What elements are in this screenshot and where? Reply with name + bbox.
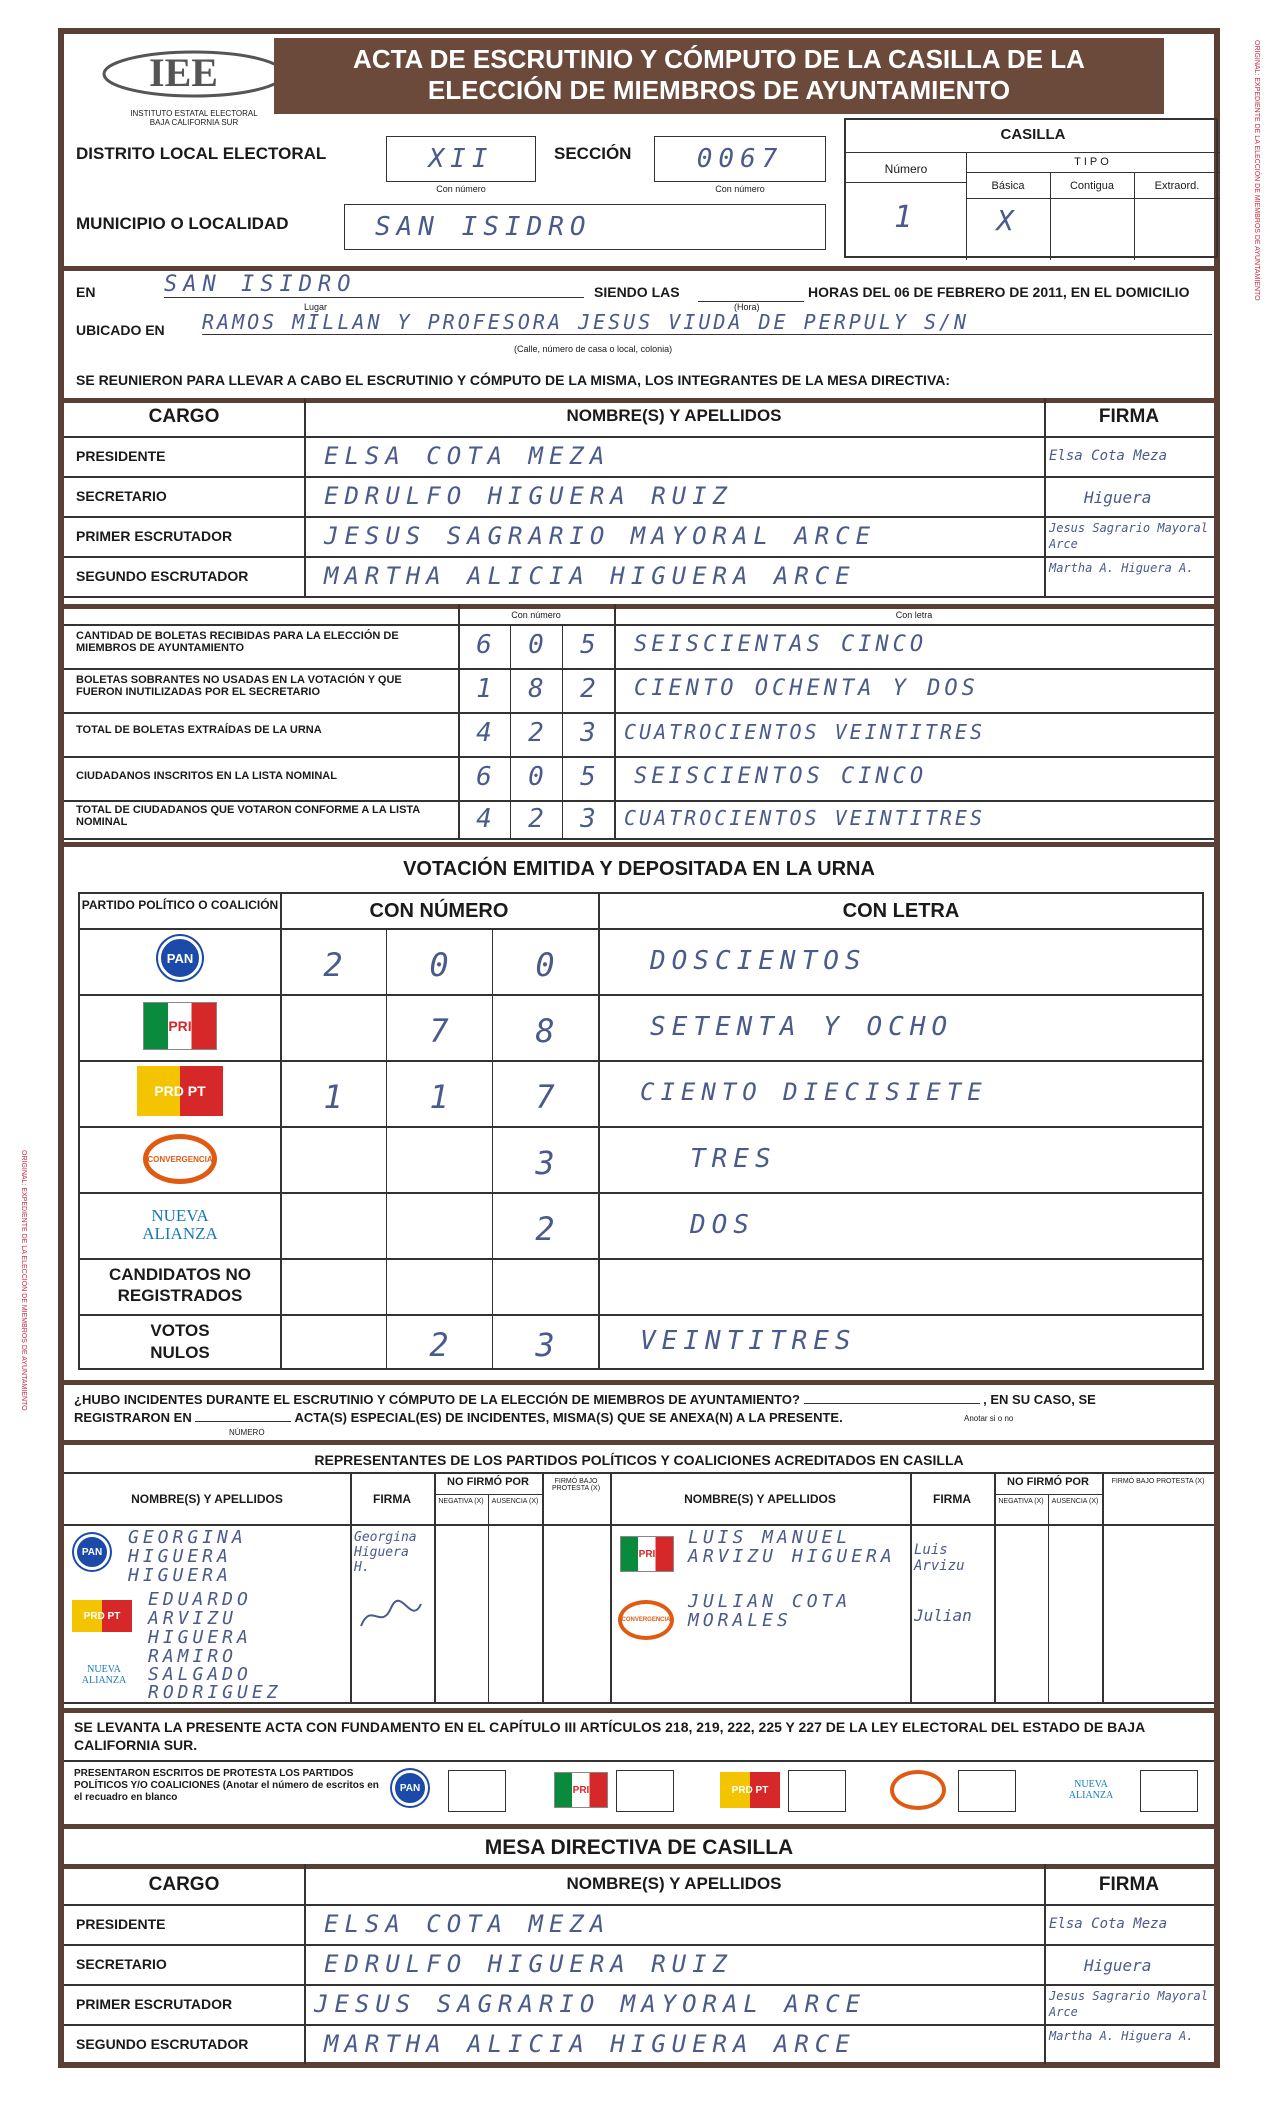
mesa-bottom-nombre-2[interactable]: JESUS SAGRARIO MAYORAL ARCE [314,1990,867,2018]
mesa-bottom-nombre-1[interactable]: EDRULFO HIGUERA RUIZ [324,1950,733,1978]
incidentes-registraron: REGISTRARON EN [74,1410,192,1425]
escritos-pri-logo-icon: PRI [554,1772,608,1808]
basica-label: Básica [991,180,1025,192]
mesa-top-firma-1[interactable]: Higuera [1084,488,1152,507]
rep-right-col-firma: FIRMA [933,1492,971,1506]
votacion-digit-1-3[interactable]: 8 [535,1012,555,1050]
escritos-nueva-alianza-logo-icon: NUEVA ALIANZA [1068,1779,1114,1801]
incidentes-line1 [74,1392,1096,1407]
rep-left-col-protesta: FIRMÓ BAJO PROTESTA (X) [551,1478,601,1492]
hora-hint: (Hora) [734,302,760,312]
mesa-top-col-firma: FIRMA [1098,406,1160,427]
svg-text:IEE: IEE [149,50,218,95]
boletas-digit-4-3[interactable]: 3 [580,804,596,834]
acta-document [58,28,1220,2068]
rep-right-col-no-firmo: NO FIRMÓ POR [1007,1476,1089,1488]
mesa-bottom-nombre-3[interactable]: MARTHA ALICIA HIGUERA ARCE [324,2030,856,2058]
mesa-top-col-cargo: CARGO [148,406,220,427]
boletas-table [64,604,1214,840]
mesa-top-col-nombre: NOMBRE(S) Y APELLIDOS [566,406,782,425]
seccion-label: SECCIÓN [554,144,632,163]
municipio-field[interactable]: SAN ISIDRO [344,204,826,250]
representantes-table [64,1472,1214,1704]
mesa-bottom-nombre-0[interactable]: ELSA COTA MEZA [324,1910,611,1938]
boletas-row-3 [64,756,1214,800]
votacion-logo-pan [80,936,280,980]
rep-left-nombre-2[interactable]: RAMIRO SALGADO RODRIGUEZ [148,1646,282,1703]
boletas-label-2: TOTAL DE BOLETAS EXTRAÍDAS DE LA URNA [76,724,322,736]
mesa-top-firma-2[interactable]: Jesus Sagrario Mayoral Arce [1049,521,1208,551]
casilla-title: CASILLA [1000,126,1066,143]
mesa-top-cargo-1: SECRETARIO [76,488,167,504]
rep-pri-logo-icon: PRI [620,1536,674,1572]
boletas-digit-3-1[interactable]: 6 [476,762,492,792]
incidentes-acta-text: ACTA(S) ESPECIAL(ES) DE INCIDENTES, MISMA(S) QUE SE ANEXA(N) A LA PRESENTE. [294,1410,843,1425]
mesa-bottom-cargo-3: SEGUNDO ESCRUTADOR [76,2036,249,2052]
mesa-bottom-cargo-0: PRESIDENTE [76,1916,166,1932]
hora-field[interactable] [698,288,804,302]
boletas-label-4: TOTAL DE CIUDADANOS QUE VOTARON CONFORME A LA LISTA NOMINAL [76,804,420,828]
rep-right-col-ausencia: AUSENCIA (X) [1051,1498,1099,1505]
votacion-logo-pri [80,1002,280,1050]
incidentes-question: ¿HUBO INCIDENTES DURANTE EL ESCRUTINIO Y CÓMPUTO DE LA ELECCIÓN DE MIEMBROS DE AYUNTAMIENTO? [74,1392,800,1407]
boletas-digit-0-3[interactable]: 5 [580,630,596,660]
mesa-bottom-title: MESA DIRECTIVA DE CASILLA [484,1836,794,1859]
votacion-title: VOTACIÓN EMITIDA Y DEPOSITADA EN LA URNA [403,858,875,880]
rep-right-row-0 [610,1528,1214,1586]
boletas-letra-0[interactable]: SEISCIENTAS CINCO [634,632,928,657]
siendo-las-label: SIENDO LAS [594,284,680,300]
votacion-digit-2-1[interactable]: 1 [323,1078,343,1116]
escritos-row [384,1764,1214,1820]
escritos-pan-logo-icon: PAN [392,1770,428,1806]
incidentes-anotar-hint: Anotar si o no [964,1414,1014,1423]
rep-left-firma-0[interactable]: Georgina Higuera H. [354,1530,417,1575]
mesa-top-cargo-3: SEGUNDO ESCRUTADOR [76,568,249,584]
mesa-top-nombre-3[interactable]: MARTHA ALICIA HIGUERA ARCE [324,562,856,590]
title-line-2: ELECCIÓN DE MIEMBROS DE AYUNTAMIENTO [427,75,1011,105]
incidentes-line2 [74,1410,843,1425]
votacion-col-partido: PARTIDO POLÍTICO O COALICIÓN [81,898,279,912]
distrito-label: DISTRITO LOCAL ELECTORAL [76,144,327,163]
rep-convergencia-logo-icon: CONVERGENCIA [618,1600,674,1640]
signature-scribble-icon [356,1596,426,1636]
iee-logo-icon [94,42,294,102]
reunieron-text: SE REUNIERON PARA LLEVAR A CABO EL ESCRUTINIO Y CÓMPUTO DE LA MISMA, LOS INTEGRANTES DE LA MESA DIRECTIVA: [76,372,951,388]
title-line-1: ACTA DE ESCRUTINIO Y CÓMPUTO DE LA CASILLA DE LA [353,44,1085,74]
title-band [274,38,1164,114]
basica-check[interactable]: X [996,204,1020,237]
rep-nueva-alianza-logo-icon: NUEVA ALIANZA [81,1664,127,1686]
escritos-prd-pt-logo-icon: PRD PT [720,1772,780,1808]
mesa-top-table [64,398,1214,598]
rep-right-nombre-1[interactable]: JULIAN COTA MORALES [688,1591,852,1631]
contigua-label: Contigua [1069,180,1115,192]
iee-logo [94,42,294,132]
boletas-digit-0-1[interactable]: 6 [476,630,492,660]
en-label: EN [76,284,96,300]
distrito-hint: Con número [436,184,486,194]
votacion-logo-prd-pt [80,1066,280,1116]
rep-pan-logo-icon: PAN [74,1534,110,1570]
boletas-letra-1[interactable]: CIENTO OCHENTA Y DOS [634,676,979,701]
boletas-digit-4-2[interactable]: 2 [528,804,544,834]
mesa-bottom-firma-1[interactable]: Higuera [1084,1956,1152,1975]
rep-left-col-nombre: NOMBRE(S) Y APELLIDOS [131,1492,283,1506]
boletas-row-1 [64,668,1214,712]
votacion-digit-4-3[interactable]: 2 [535,1210,555,1248]
lugar-hint: Lugar [304,302,328,312]
rep-right-col-protesta: FIRMÓ BAJO PROTESTA (X) [1111,1478,1205,1485]
rep-left-col-ausencia: AUSENCIA (X) [491,1498,539,1505]
mesa-top-firma-0[interactable]: Elsa Cota Meza [1049,448,1168,464]
rep-left-row-1 [64,1590,610,1648]
mesa-bottom-cargo-1: SECRETARIO [76,1956,167,1972]
casilla-box [844,118,1218,258]
rep-left-col-negativa: NEGATIVA (X) [438,1498,484,1505]
votacion-digit-0-2[interactable]: 0 [429,946,449,984]
boletas-con-numero: Con número [511,610,561,620]
votacion-digit-2-3[interactable]: 7 [535,1078,555,1116]
boletas-letra-2[interactable]: CUATROCIENTOS VEINTITRES [624,720,985,744]
domicilio-field[interactable]: RAMOS MILLAN Y PROFESORA JESUS VIUDA DE PERPULY S/N [202,310,1212,335]
horas-text: HORAS DEL 06 DE FEBRERO DE 2011, EN EL DOMICILIO [808,284,1190,300]
lugar-field[interactable]: SAN ISIDRO [164,272,584,298]
mesa-bottom-table [64,1864,1214,2064]
casilla-numero-value[interactable]: 1 [893,200,919,235]
rep-right-col-nombre: NOMBRE(S) Y APELLIDOS [684,1492,836,1506]
side-margin-text-right: ORIGINAL: EXPEDIENTE DE LA ELECCIÓN DE MIEMBROS DE AYUNTAMIENTO [1253,40,1260,301]
votacion-letra-3[interactable]: TRES [690,1144,777,1174]
rep-right-row-1 [610,1592,1214,1650]
mesa-bottom-col-cargo: CARGO [148,1874,220,1895]
escritos-convergencia-box[interactable] [958,1770,1016,1812]
votacion-digit-6-3[interactable]: 3 [535,1326,555,1364]
tipo-label: TIPO [1074,156,1112,168]
rep-left-nombre-1[interactable]: EDUARDO ARVIZU HIGUERA [148,1589,252,1648]
domicilio-hint: (Calle, número de casa o local, colonia) [514,344,673,354]
boletas-digit-2-3[interactable]: 3 [580,718,596,748]
votacion-digit-6-2[interactable]: 2 [429,1326,449,1364]
mesa-bottom-firma-2[interactable]: Jesus Sagrario Mayoral Arce [1049,1989,1208,2019]
boletas-digit-3-3[interactable]: 5 [580,762,596,792]
rep-right-firma-1[interactable]: Julian [914,1606,972,1625]
seccion-hint: Con número [715,184,765,194]
votacion-logo-convergencia [80,1134,280,1184]
votacion-digit-0-3[interactable]: 0 [535,946,555,984]
institute-name: INSTITUTO ESTATAL ELECTORAL BAJA CALIFORNIA SUR [130,109,258,127]
votacion-votos-nulos: VOTOS NULOS [150,1321,210,1362]
votacion-col-letra: CON LETRA [842,900,960,922]
seccion-field[interactable]: 0067 [654,136,826,182]
boletas-digit-1-2[interactable]: 8 [528,674,544,704]
votacion-letra-0[interactable]: DOSCIENTOS [650,946,867,976]
rep-left-col-firma: FIRMA [373,1492,411,1506]
mesa-top-nombre-2[interactable]: JESUS SAGRARIO MAYORAL ARCE [324,522,877,550]
incidentes-answer-field[interactable] [804,1392,980,1404]
rep-left-nombre-0[interactable]: GEORGINA HIGUERA HIGUERA [128,1527,247,1586]
numero-label: Número [884,162,928,176]
boletas-digit-1-3[interactable]: 2 [580,674,596,704]
escritos-label: PRESENTARON ESCRITOS DE PROTESTA LOS PARTIDOS POLÍTICOS Y/O COALICIONES (Anotar el número de escritos en el recuadro en blanco [74,1768,379,1803]
distrito-field[interactable]: XII [386,136,536,182]
votacion-col-numero: CON NÚMERO [369,900,509,922]
votacion-table [78,892,1204,1370]
mesa-bottom-cargo-2: PRIMER ESCRUTADOR [76,1996,233,2012]
votacion-letra-1[interactable]: SETENTA Y OCHO [650,1012,954,1042]
votacion-logo-nueva-alianza [80,1200,280,1250]
boletas-digit-0-2[interactable]: 0 [528,630,544,660]
escritos-pan-box[interactable] [448,1770,506,1812]
votacion-letra-4[interactable]: DOS [690,1210,755,1240]
boletas-letra-4[interactable]: CUATROCIENTOS VEINTITRES [624,806,985,830]
votacion-digit-2-2[interactable]: 1 [429,1078,449,1116]
escritos-convergencia-logo-icon [890,1770,946,1810]
side-margin-text-left: ORIGINAL: EXPEDIENTE DE LA ELECCIÓN DE MIEMBROS DE AYUNTAMIENTO [20,1150,27,1411]
votacion-letra-6[interactable]: VEINTITRES [640,1326,857,1356]
mesa-top-nombre-0[interactable]: ELSA COTA MEZA [324,442,611,470]
nueva-alianza-logo-icon: NUEVA ALIANZA [142,1206,218,1243]
rep-left-col-no-firmo: NO FIRMÓ POR [447,1476,529,1488]
mesa-bottom-col-nombre: NOMBRE(S) Y APELLIDOS [566,1874,782,1893]
convergencia-logo-icon: CONVERGENCIA [143,1134,217,1184]
boletas-row-4 [64,800,1214,838]
fundamento-text: SE LEVANTA LA PRESENTE ACTA CON FUNDAMENTO EN EL CAPÍTULO III ARTÍCULOS 218, 219, 222, 225 Y 227 DE LA LEY ELECTORAL DEL ESTADO DE BAJA CALIFORNIA SUR. [74,1719,1145,1753]
votacion-digit-1-2[interactable]: 7 [429,1012,449,1050]
escritos-nueva-alianza-box[interactable] [1140,1770,1198,1812]
boletas-label-0: CANTIDAD DE BOLETAS RECIBIDAS PARA LA ELECCIÓN DE MIEMBROS DE AYUNTAMIENTO [76,630,399,654]
votacion-digit-3-3[interactable]: 3 [535,1144,555,1182]
rep-right-nombre-0[interactable]: LUIS MANUEL ARVIZU HIGUERA [688,1527,896,1567]
rep-prd-pt-logo-icon: PRD PT [72,1600,132,1632]
rep-right-firma-0[interactable]: Luis Arvizu [914,1542,965,1574]
mesa-top-cargo-0: PRESIDENTE [76,448,166,464]
municipio-label: MUNICIPIO O LOCALIDAD [76,214,289,233]
escritos-pri-box[interactable] [616,1770,674,1812]
mesa-bottom-firma-3[interactable]: Martha A. Higuera A. [1049,2029,1194,2043]
pan-logo-icon: PAN [158,936,202,980]
boletas-digit-1-1[interactable]: 1 [476,674,492,704]
rep-right-col-negativa: NEGATIVA (X) [998,1498,1044,1505]
votacion-letra-2[interactable]: CIENTO DIECISIETE [640,1078,988,1106]
boletas-label-1: BOLETAS SOBRANTES NO USADAS EN LA VOTACIÓN Y QUE FUERON INUTILIZADAS POR EL SECRETARIO [76,674,402,698]
mesa-bottom-firma-0[interactable]: Elsa Cota Meza [1049,1916,1168,1932]
boletas-digit-4-1[interactable]: 4 [476,804,492,834]
votacion-digit-0-1[interactable]: 2 [323,946,343,984]
rep-left-row-0 [64,1528,610,1586]
incidentes-numero-field[interactable] [195,1410,291,1422]
boletas-row-2 [64,712,1214,756]
votacion-candidatos-no-registrados: CANDIDATOS NO REGISTRADOS [109,1265,251,1305]
mesa-bottom-col-firma: FIRMA [1098,1874,1160,1895]
incidentes-line1-end: , EN SU CASO, SE [983,1392,1096,1407]
prd-pt-logo-icon: PRD PT [137,1066,223,1116]
mesa-top-nombre-1[interactable]: EDRULFO HIGUERA RUIZ [324,482,733,510]
incidentes-numero-hint: NÚMERO [229,1428,265,1437]
representantes-title: REPRESENTANTES DE LOS PARTIDOS POLÍTICOS Y COALICIONES ACREDITADOS EN CASILLA [314,1452,964,1468]
rep-left-row-2 [64,1648,610,1702]
boletas-label-3: CIUDADANOS INSCRITOS EN LA LISTA NOMINAL [76,770,337,782]
boletas-letra-3[interactable]: SEISCIENTOS CINCO [634,764,928,789]
boletas-con-letra: Con letra [895,610,933,620]
boletas-digit-2-1[interactable]: 4 [476,718,492,748]
mesa-top-cargo-2: PRIMER ESCRUTADOR [76,528,233,544]
escritos-prd-pt-box[interactable] [788,1770,846,1812]
mesa-top-firma-3[interactable]: Martha A. Higuera A. [1049,561,1194,575]
ubicado-label: UBICADO EN [76,322,165,338]
extraord-label: Extraord. [1154,180,1200,192]
boletas-row-0 [64,624,1214,668]
boletas-digit-3-2[interactable]: 0 [528,762,544,792]
rep-left-firma-1[interactable] [356,1596,426,1636]
boletas-digit-2-2[interactable]: 2 [528,718,544,748]
pri-logo-icon: PRI [143,1002,217,1050]
